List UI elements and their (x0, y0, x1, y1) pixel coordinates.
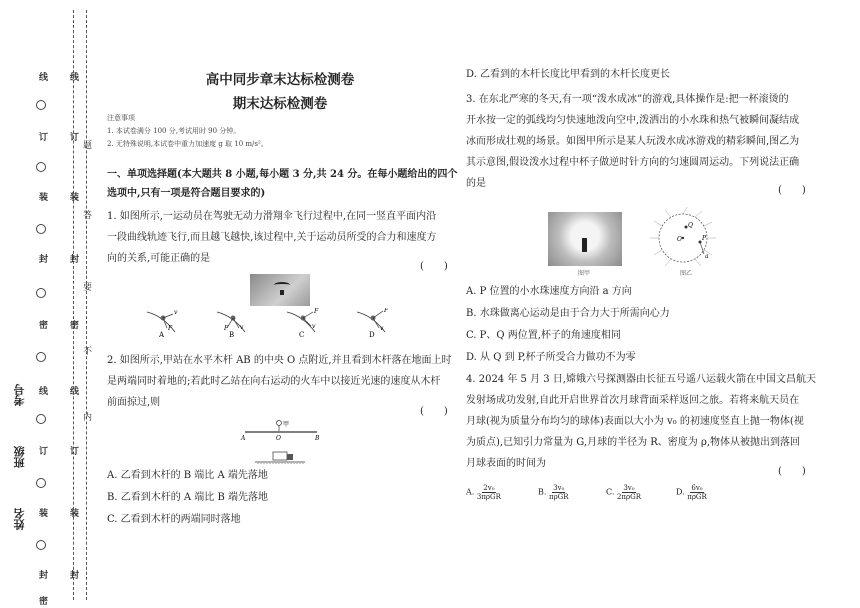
question-text-line: 其示意图,假设泼水过程中杯子做逆时针方向的匀速圆周运动。下列说法正确 (466, 157, 800, 168)
q1-option-diagrams (145, 308, 405, 338)
option-a[interactable]: A. $\frac{\text{2v₀}}{\text{3πρGR}}$ (466, 484, 501, 501)
question-text-line: 月球(视为质量分布均匀的球体)表面以大小为 v₀ 的初速度竖直上抛一物体(视 (466, 416, 804, 427)
option-c[interactable]: C. 乙看到木杆的两端同时落地 (107, 514, 241, 525)
question-text-line: 是两端同时着地的;若此时乙站在向右运动的火车中以接近光速的速度从木杆 (107, 376, 441, 387)
svg-text:v: v (312, 323, 316, 330)
binding-hole-icon (36, 100, 46, 110)
option-b-label: B (229, 331, 235, 338)
section-heading-line: 选项中,只有一项是符合题目要求的) (107, 188, 266, 199)
svg-text:F: F (384, 308, 389, 314)
section-heading-line: 一、单项选择题(本大题共 8 小题,每小题 3 分,共 24 分。在每小题给出的四个 (107, 169, 458, 180)
question-text-line: 3. 在东北严寒的冬天,有一项“泼水成冰”的游戏,具体操作是:把一杯滚烫的 (466, 94, 789, 105)
svg-text:F: F (314, 308, 319, 315)
binding-mark: 订 (37, 446, 47, 455)
binding-inner-mark: 封 (68, 570, 78, 579)
binding-inner-mark: 装 (68, 192, 78, 201)
binding-hole-icon (36, 224, 46, 234)
svg-text:F: F (168, 325, 173, 332)
fig-label-a: A (241, 435, 246, 442)
answer-paren: ( ) (778, 466, 806, 477)
binding-mark: 密 (37, 320, 47, 329)
binding-mark: 装 (37, 192, 47, 201)
answer-paren: ( ) (778, 185, 806, 196)
binding-gap-word: 内 (81, 412, 91, 421)
option-c-diagram (287, 308, 319, 338)
option-b[interactable]: B. 水珠做离心运动是由于合力大于所需向心力 (466, 308, 670, 319)
answer-paren: ( ) (420, 261, 448, 272)
binding-field-label: 姓名 (13, 508, 26, 530)
answer-paren: ( ) (420, 406, 448, 417)
q2-figure (235, 418, 325, 464)
option-d[interactable]: D. 从 Q 到 P,杯子所受合力做功不为零 (466, 352, 636, 363)
option-c-label: C (299, 331, 305, 338)
option-d[interactable]: D. $\frac{\text{6v₀}}{\text{πρGR}}$ (676, 484, 707, 501)
question-text-line: 4. 2024 年 5 月 3 日,嫦娥六号探测器由长征五号遥八运载火箭在中国文昌航天 (466, 374, 816, 385)
option-a-diagram (147, 309, 178, 338)
binding-mark: 线 (37, 72, 47, 81)
fig-caption-yi: 图乙 (680, 270, 693, 277)
q2-options (107, 466, 407, 530)
binding-margin (0, 0, 95, 608)
question-text-line: 的是 (466, 178, 486, 189)
question-4 (466, 369, 816, 474)
question-2 (107, 350, 457, 413)
fig-label-q: Q (688, 222, 693, 229)
svg-text:F: F (224, 325, 229, 332)
binding-mark: 线 (37, 386, 47, 395)
binding-inner-mark: 线 (68, 72, 78, 81)
binding-hole-icon (36, 288, 46, 298)
binding-gap-word: 要 (81, 282, 91, 291)
binding-hole-icon (36, 352, 46, 362)
binding-inner-mark: 密 (68, 320, 78, 329)
water-ice-photo (548, 212, 622, 266)
binding-mark: 封 (37, 254, 47, 263)
binding-mark: 封 (37, 570, 47, 579)
binding-hole-icon (36, 162, 46, 172)
svg-text:v: v (240, 324, 244, 331)
fig-label-o: O (276, 435, 281, 442)
question-text-line: 2. 如图所示,甲站在水平木杆 AB 的中央 O 点附近,并且看到木杆落在地面上时 (107, 355, 452, 366)
option-d[interactable]: D. 乙看到的木杆长度比甲看到的木杆长度更长 (466, 69, 671, 80)
option-c[interactable]: C. P、Q 两位置,杯子的角速度相同 (466, 330, 621, 341)
binding-hole-icon (36, 414, 46, 424)
binding-mark: 装 (37, 508, 47, 517)
q3-options (466, 282, 796, 368)
question-text-line: 月球表面的时间为 (466, 458, 546, 469)
notes-block (107, 112, 447, 151)
section-heading (107, 165, 467, 203)
option-b[interactable]: B. 乙看到木杆的 A 端比 B 端先落地 (107, 492, 268, 503)
circle-diagram (646, 206, 720, 270)
binding-field-label: 考号 (13, 384, 26, 406)
question-text-line: 1. 如图所示,一运动员在驾驶无动力滑翔伞飞行过程中,在同一竖直平面内沿 (107, 211, 437, 222)
question-text-line: 向的关系,可能正确的是 (107, 253, 211, 264)
binding-gap-word: 题 (81, 140, 91, 149)
option-a[interactable]: A. P 位置的小水珠速度方向沿 a 方向 (466, 286, 632, 297)
binding-inner-mark: 装 (68, 508, 78, 517)
question-3 (466, 89, 816, 194)
option-d-diagram (357, 308, 389, 338)
notes-heading: 注意事项 (107, 114, 135, 122)
binding-line (86, 10, 87, 600)
question-text-line: 为质点),已知引力常量为 G,月球的半径为 R、密度为 ρ,物体从被抛出到落回 (466, 437, 801, 448)
option-b-diagram (217, 312, 245, 338)
question-text-line: 前面掠过,则 (107, 397, 161, 408)
binding-inner-mark: 封 (68, 254, 78, 263)
binding-inner-mark: 订 (68, 446, 78, 455)
fig-label-o: O (677, 236, 682, 243)
binding-gap-word: 答 (81, 210, 91, 219)
note-item: 2. 无特殊说明,本试卷中重力加速度 g 取 10 m/s²。 (107, 140, 268, 148)
question-text-line: 一段曲线轨迹飞行,而且越飞越快,该过程中,关于运动员所受的合力和速度方 (107, 232, 437, 243)
fig-label-a: a (705, 253, 709, 260)
fig-caption-jia: 图甲 (578, 270, 591, 277)
option-b[interactable]: B. $\frac{\text{3v₀}}{\text{πρGR}}$ (538, 484, 569, 501)
binding-mark: 密 (37, 596, 47, 605)
question-text-line: 开水按一定的弧线均匀快速地泼向空中,泼洒出的小水珠和热气被瞬间凝结成 (466, 115, 800, 126)
question-text-line: 发射场成功发射,自此开启世界首次月球背面采样返回之旅。若将来航天员在 (466, 395, 800, 406)
binding-gap-word: 不 (81, 346, 91, 355)
q4-options (466, 484, 766, 504)
fig-label-b: B (315, 435, 320, 442)
option-c[interactable]: C. $\frac{\text{3v₀}}{\text{2πρGR}}$ (606, 484, 641, 501)
option-a-label: A (159, 331, 165, 338)
binding-hole-icon (36, 478, 46, 488)
binding-hole-icon (36, 540, 46, 550)
paraglider-photo (250, 274, 310, 306)
fig-label-jia: 甲 (283, 421, 290, 428)
binding-inner-mark: 线 (68, 386, 78, 395)
question-1 (107, 206, 457, 269)
note-item: 1. 本试卷满分 100 分,考试用时 90 分钟。 (107, 127, 241, 135)
svg-text:v: v (174, 309, 178, 316)
svg-text:v: v (380, 325, 384, 332)
binding-field-label: 班级 (13, 446, 26, 468)
page-title: 高中同步章末达标检测卷 (205, 72, 355, 88)
binding-mark: 订 (37, 132, 47, 141)
binding-inner-mark: 订 (68, 132, 78, 141)
option-a[interactable]: A. 乙看到木杆的 B 端比 A 端先落地 (107, 470, 268, 481)
question-text-line: 冰而形成壮观的场景。如图甲所示是某人玩泼水成冰游戏的精彩瞬间,图乙为 (466, 136, 800, 147)
page-subtitle: 期末达标检测卷 (232, 96, 328, 112)
option-d-label: D (369, 331, 375, 338)
fig-label-p: P (702, 235, 707, 242)
